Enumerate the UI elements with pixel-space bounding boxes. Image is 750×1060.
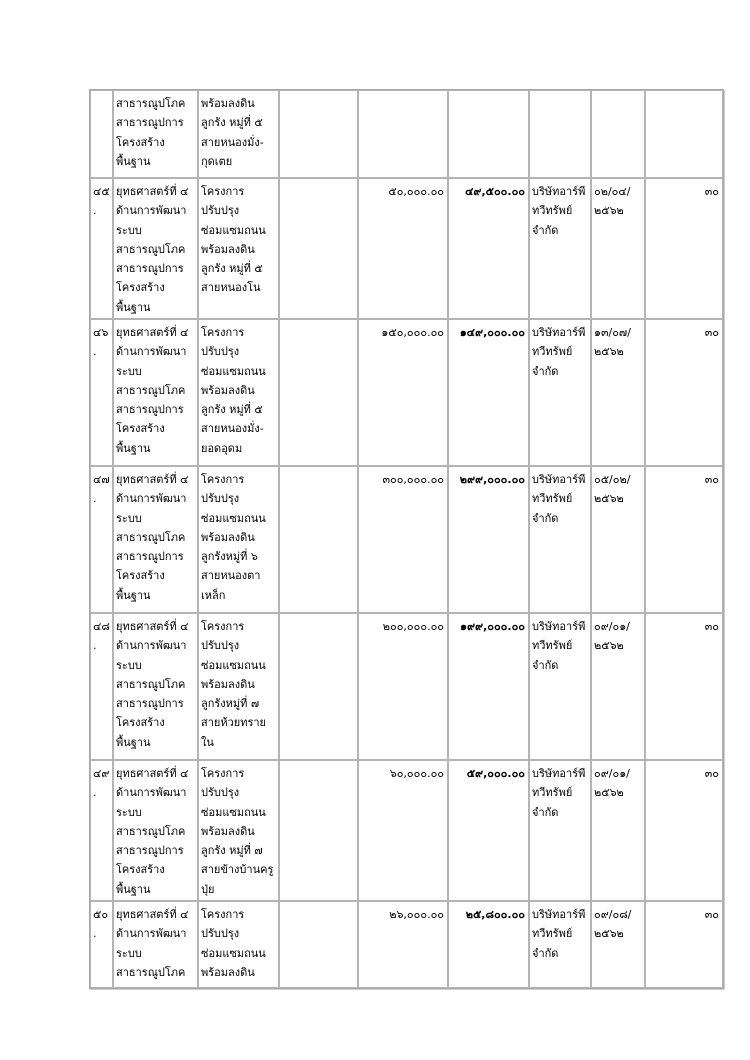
vendor-cell: [529, 901, 591, 988]
procurement-table: [89, 89, 724, 989]
row-number: ๔๙: [93, 767, 110, 780]
project-line: โครงการ: [201, 185, 245, 198]
project-cell: [198, 178, 279, 319]
project-cell: [198, 760, 279, 901]
table-row: [90, 613, 723, 760]
date-cell: [591, 90, 645, 178]
vendor-line: จำกัด: [532, 364, 559, 378]
project-line: ปรับปรุง: [201, 204, 240, 218]
project-line: สายข้างบ้านครู: [201, 863, 274, 877]
strategy-line: ยุทธศาสตร์ที่ ๔: [116, 326, 189, 339]
project-line: ปรับปรุง: [201, 345, 240, 359]
project-line: ซ่อมแซมถนน: [201, 658, 266, 672]
days-cell: [645, 178, 723, 319]
strategy-line: ด้านการพัฒนา: [116, 492, 187, 506]
budget-value: ๒๖,๐๐๐.๐๐: [389, 908, 444, 921]
strategy-line: สาธารณูปการ: [116, 550, 184, 564]
days-value: ๓๐: [704, 767, 719, 780]
strategy-cell: [113, 90, 198, 178]
row-number-wrap-dot: .: [93, 786, 97, 800]
strategy-line: พื้นฐาน: [116, 588, 151, 602]
strategy-line: ระบบ: [116, 805, 142, 819]
vendor-line: ทวีทรัพย์: [532, 204, 573, 218]
vendor-cell: [529, 613, 591, 760]
budget-cell: [358, 178, 448, 319]
project-line: ซ่อมแซมถนน: [201, 805, 266, 819]
price-cell: [448, 901, 529, 988]
vendor-line: บริษัทอาร์พี: [532, 185, 586, 198]
vendor-cell: [529, 319, 591, 466]
strategy-line: ยุทธศาสตร์ที่ ๔: [116, 185, 189, 198]
project-line: พร้อมลงดิน: [201, 824, 255, 838]
strategy-line: โครงสร้าง: [116, 863, 165, 877]
vendor-cell: [529, 466, 591, 613]
table-row: [90, 319, 723, 466]
strategy-cell: [113, 613, 198, 760]
date-line: ๑๓/๐๗/: [594, 326, 631, 339]
date-cell: [591, 178, 645, 319]
strategy-line: สาธารณูปการ: [116, 697, 184, 711]
row-number-wrap-dot: .: [93, 639, 97, 653]
date-line: ๐๙/๐๘/: [594, 908, 632, 921]
date-cell: [591, 319, 645, 466]
date-cell: [591, 466, 645, 613]
method-cell: [279, 319, 358, 466]
price-cell: [448, 613, 529, 760]
strategy-line: ยุทธศาสตร์ที่ ๔: [116, 473, 189, 486]
days-cell: [645, 613, 723, 760]
date-line: ๐๒/๐๔/: [594, 185, 631, 198]
project-line: ปรับปรุง: [201, 639, 240, 653]
vendor-line: บริษัทอาร์พี: [532, 326, 586, 339]
project-line: สายหนองมั่ง-: [201, 135, 264, 149]
project-line: ลูกรัง หมู่ที่ ๕: [201, 403, 263, 417]
strategy-line: ด้านการพัฒนา: [116, 639, 187, 653]
strategy-line: ด้านการพัฒนา: [116, 927, 187, 941]
project-line: สายหนองตา: [201, 569, 261, 583]
strategy-line: สาธารณูปการ: [116, 403, 184, 417]
days-value: ๓๐: [704, 326, 719, 339]
price-value: ๕๙,๐๐๐.๐๐: [466, 767, 525, 780]
project-line: โครงการ: [201, 473, 245, 486]
budget-value: ๒๐๐,๐๐๐.๐๐: [382, 620, 444, 633]
strategy-line: ระบบ: [116, 511, 142, 525]
project-line: พร้อมลงดิน: [201, 242, 255, 256]
price-value: ๔๙,๕๐๐.๐๐: [465, 185, 525, 198]
method-cell: [279, 760, 358, 901]
strategy-line: สาธารณูปโภค: [116, 383, 186, 397]
row-number-wrap-dot: .: [93, 204, 97, 218]
table-row: [90, 178, 723, 319]
price-cell: [448, 178, 529, 319]
row-number-wrap-dot: .: [93, 927, 97, 941]
strategy-line: โครงสร้าง: [116, 281, 165, 295]
project-line: สายหนองมั่ง-: [201, 422, 264, 436]
project-cell: [198, 466, 279, 613]
project-cell: [198, 319, 279, 466]
project-cell: [198, 90, 279, 178]
price-cell: [448, 90, 529, 178]
days-cell: [645, 466, 723, 613]
project-line: พร้อมลงดิน: [201, 677, 255, 691]
project-line: ใน: [201, 735, 214, 749]
price-value: ๒๙๙,๐๐๐.๐๐: [459, 473, 525, 486]
days-value: ๓๐: [704, 473, 719, 486]
table-row: [90, 760, 723, 901]
date-line: ๒๕๖๒: [594, 927, 624, 941]
budget-cell: [358, 90, 448, 178]
strategy-line: สาธารณูปโภค: [116, 530, 186, 544]
budget-value: ๓๐๐,๐๐๐.๐๐: [382, 473, 444, 486]
price-cell: [448, 319, 529, 466]
row-number-cell: [90, 466, 113, 613]
price-value: ๑๙๙,๐๐๐.๐๐: [459, 620, 525, 633]
budget-cell: [358, 466, 448, 613]
vendor-line: ทวีทรัพย์: [532, 927, 573, 941]
strategy-line: โครงสร้าง: [116, 422, 165, 436]
project-line: กุดเตย: [201, 154, 233, 168]
days-value: ๓๐: [704, 620, 719, 633]
vendor-line: จำกัด: [532, 658, 559, 672]
strategy-line: ระบบ: [116, 946, 142, 960]
project-line: สายห้วยทราย: [201, 716, 266, 730]
strategy-line: ด้านการพัฒนา: [116, 345, 187, 359]
vendor-line: จำกัด: [532, 805, 559, 819]
row-number-cell: [90, 760, 113, 901]
row-number: ๔๘: [93, 620, 110, 633]
price-value: ๒๕,๘๐๐.๐๐: [465, 908, 525, 921]
project-line: ซ่อมแซมถนน: [201, 511, 266, 525]
strategy-line: สาธารณูปโภค: [116, 242, 186, 256]
vendor-line: จำกัด: [532, 511, 559, 525]
strategy-line: สาธารณูปโภค: [116, 965, 186, 979]
project-line: พร้อมลงดิน: [201, 965, 255, 979]
strategy-cell: [113, 319, 198, 466]
vendor-cell: [529, 90, 591, 178]
strategy-cell: [113, 901, 198, 988]
project-line: ลูกรังหมู่ที่ ๖: [201, 550, 258, 564]
vendor-cell: [529, 178, 591, 319]
budget-cell: [358, 319, 448, 466]
strategy-line: ยุทธศาสตร์ที่ ๔: [116, 908, 189, 921]
table-row: [90, 901, 723, 988]
strategy-line: ยุทธศาสตร์ที่ ๔: [116, 620, 189, 633]
row-number-cell: [90, 90, 113, 178]
date-line: ๐๙/๐๑/: [594, 620, 630, 633]
project-line: ยอดอุดม: [201, 441, 243, 455]
project-line: โครงการ: [201, 326, 245, 339]
vendor-line: บริษัทอาร์พี: [532, 908, 586, 921]
procurement-report-page: [89, 89, 724, 989]
strategy-line: ระบบ: [116, 658, 142, 672]
date-cell: [591, 760, 645, 901]
days-cell: [645, 901, 723, 988]
project-line: ปรับปรุง: [201, 786, 240, 800]
strategy-line: โครงสร้าง: [116, 569, 165, 583]
date-cell: [591, 613, 645, 760]
project-line: โครงการ: [201, 767, 245, 780]
project-line: พร้อมลงดิน: [201, 383, 255, 397]
date-line: ๒๕๖๒: [594, 204, 624, 218]
project-line: ปรับปรุง: [201, 492, 240, 506]
row-number-wrap-dot: .: [93, 345, 97, 359]
strategy-line: สาธารณูปการ: [116, 844, 184, 858]
days-value: ๓๐: [704, 908, 719, 921]
project-line: โครงการ: [201, 908, 245, 921]
vendor-line: ทวีทรัพย์: [532, 345, 573, 359]
row-number: ๕๐: [93, 908, 109, 921]
days-value: ๓๐: [704, 185, 719, 198]
strategy-line: พื้นฐาน: [116, 300, 151, 314]
strategy-line: ยุทธศาสตร์ที่ ๔: [116, 767, 189, 780]
project-line: ซ่อมแซมถนน: [201, 946, 266, 960]
date-line: ๒๕๖๒: [594, 639, 624, 653]
days-cell: [645, 760, 723, 901]
vendor-line: บริษัทอาร์พี: [532, 473, 586, 486]
method-cell: [279, 613, 358, 760]
project-line: เหล็ก: [201, 588, 226, 602]
strategy-cell: [113, 760, 198, 901]
budget-cell: [358, 613, 448, 760]
project-line: ซ่อมแซมถนน: [201, 223, 266, 237]
price-value: ๑๔๙,๐๐๐.๐๐: [459, 326, 525, 339]
table-row: [90, 90, 723, 178]
budget-cell: [358, 760, 448, 901]
table-row: [90, 466, 723, 613]
strategy-line: สาธารณูปการ: [116, 262, 184, 276]
date-cell: [591, 901, 645, 988]
project-line: พร้อมลงดิน: [201, 97, 255, 110]
vendor-line: บริษัทอาร์พี: [532, 620, 586, 633]
project-cell: [198, 613, 279, 760]
date-line: ๒๕๖๒: [594, 786, 624, 800]
project-line: โครงการ: [201, 620, 245, 633]
row-number: ๔๕: [93, 185, 110, 198]
date-line: ๐๙/๐๑/: [594, 767, 630, 780]
strategy-line: ระบบ: [116, 364, 142, 378]
strategy-line: โครงสร้าง: [116, 135, 165, 149]
strategy-line: ด้านการพัฒนา: [116, 786, 187, 800]
strategy-line: สาธารณูปโภค: [116, 677, 186, 691]
project-line: ปุ่ย: [201, 882, 215, 896]
budget-cell: [358, 901, 448, 988]
method-cell: [279, 901, 358, 988]
strategy-line: สาธารณูปโภค: [116, 824, 186, 838]
price-cell: [448, 466, 529, 613]
row-number: ๔๖: [93, 326, 109, 339]
date-line: ๐๕/๐๒/: [594, 473, 631, 486]
price-cell: [448, 760, 529, 901]
project-line: สายหนองโน: [201, 281, 261, 295]
project-line: พร้อมลงดิน: [201, 530, 255, 544]
project-line: ปรับปรุง: [201, 927, 240, 941]
budget-value: ๑๕๐,๐๐๐.๐๐: [381, 326, 444, 339]
project-line: ลูกรังหมู่ที่ ๗: [201, 697, 260, 711]
strategy-line: โครงสร้าง: [116, 716, 165, 730]
vendor-line: จำกัด: [532, 946, 559, 960]
project-line: ลูกรัง หมู่ที่ ๕: [201, 116, 263, 130]
method-cell: [279, 90, 358, 178]
strategy-cell: [113, 178, 198, 319]
row-number-wrap-dot: .: [93, 492, 97, 506]
procurement-table-body: [90, 90, 723, 988]
strategy-line: พื้นฐาน: [116, 882, 151, 896]
vendor-line: ทวีทรัพย์: [532, 492, 573, 506]
row-number-cell: [90, 901, 113, 988]
row-number-cell: [90, 319, 113, 466]
row-number-cell: [90, 613, 113, 760]
vendor-line: บริษัทอาร์พี: [532, 767, 586, 780]
project-cell: [198, 901, 279, 988]
vendor-line: ทวีทรัพย์: [532, 786, 573, 800]
strategy-line: ระบบ: [116, 223, 142, 237]
budget-value: ๖๐,๐๐๐.๐๐: [389, 767, 444, 780]
method-cell: [279, 466, 358, 613]
strategy-line: พื้นฐาน: [116, 154, 151, 168]
project-line: ซ่อมแซมถนน: [201, 364, 266, 378]
row-number: ๔๗: [93, 473, 110, 486]
days-cell: [645, 90, 723, 178]
method-cell: [279, 178, 358, 319]
date-line: ๒๕๖๒: [594, 345, 624, 359]
project-line: ลูกรัง หมู่ที่ ๗: [201, 844, 263, 858]
strategy-cell: [113, 466, 198, 613]
strategy-line: พื้นฐาน: [116, 735, 151, 749]
strategy-line: พื้นฐาน: [116, 441, 151, 455]
strategy-line: ด้านการพัฒนา: [116, 204, 187, 218]
strategy-line: สาธารณูปการ: [116, 116, 184, 130]
date-line: ๒๕๖๒: [594, 492, 624, 506]
vendor-line: ทวีทรัพย์: [532, 639, 573, 653]
vendor-line: จำกัด: [532, 223, 559, 237]
row-number-cell: [90, 178, 113, 319]
vendor-cell: [529, 760, 591, 901]
days-cell: [645, 319, 723, 466]
budget-value: ๕๐,๐๐๐.๐๐: [388, 185, 444, 198]
strategy-line: สาธารณูปโภค: [116, 97, 186, 110]
project-line: ลูกรัง หมู่ที่ ๕: [201, 262, 263, 276]
